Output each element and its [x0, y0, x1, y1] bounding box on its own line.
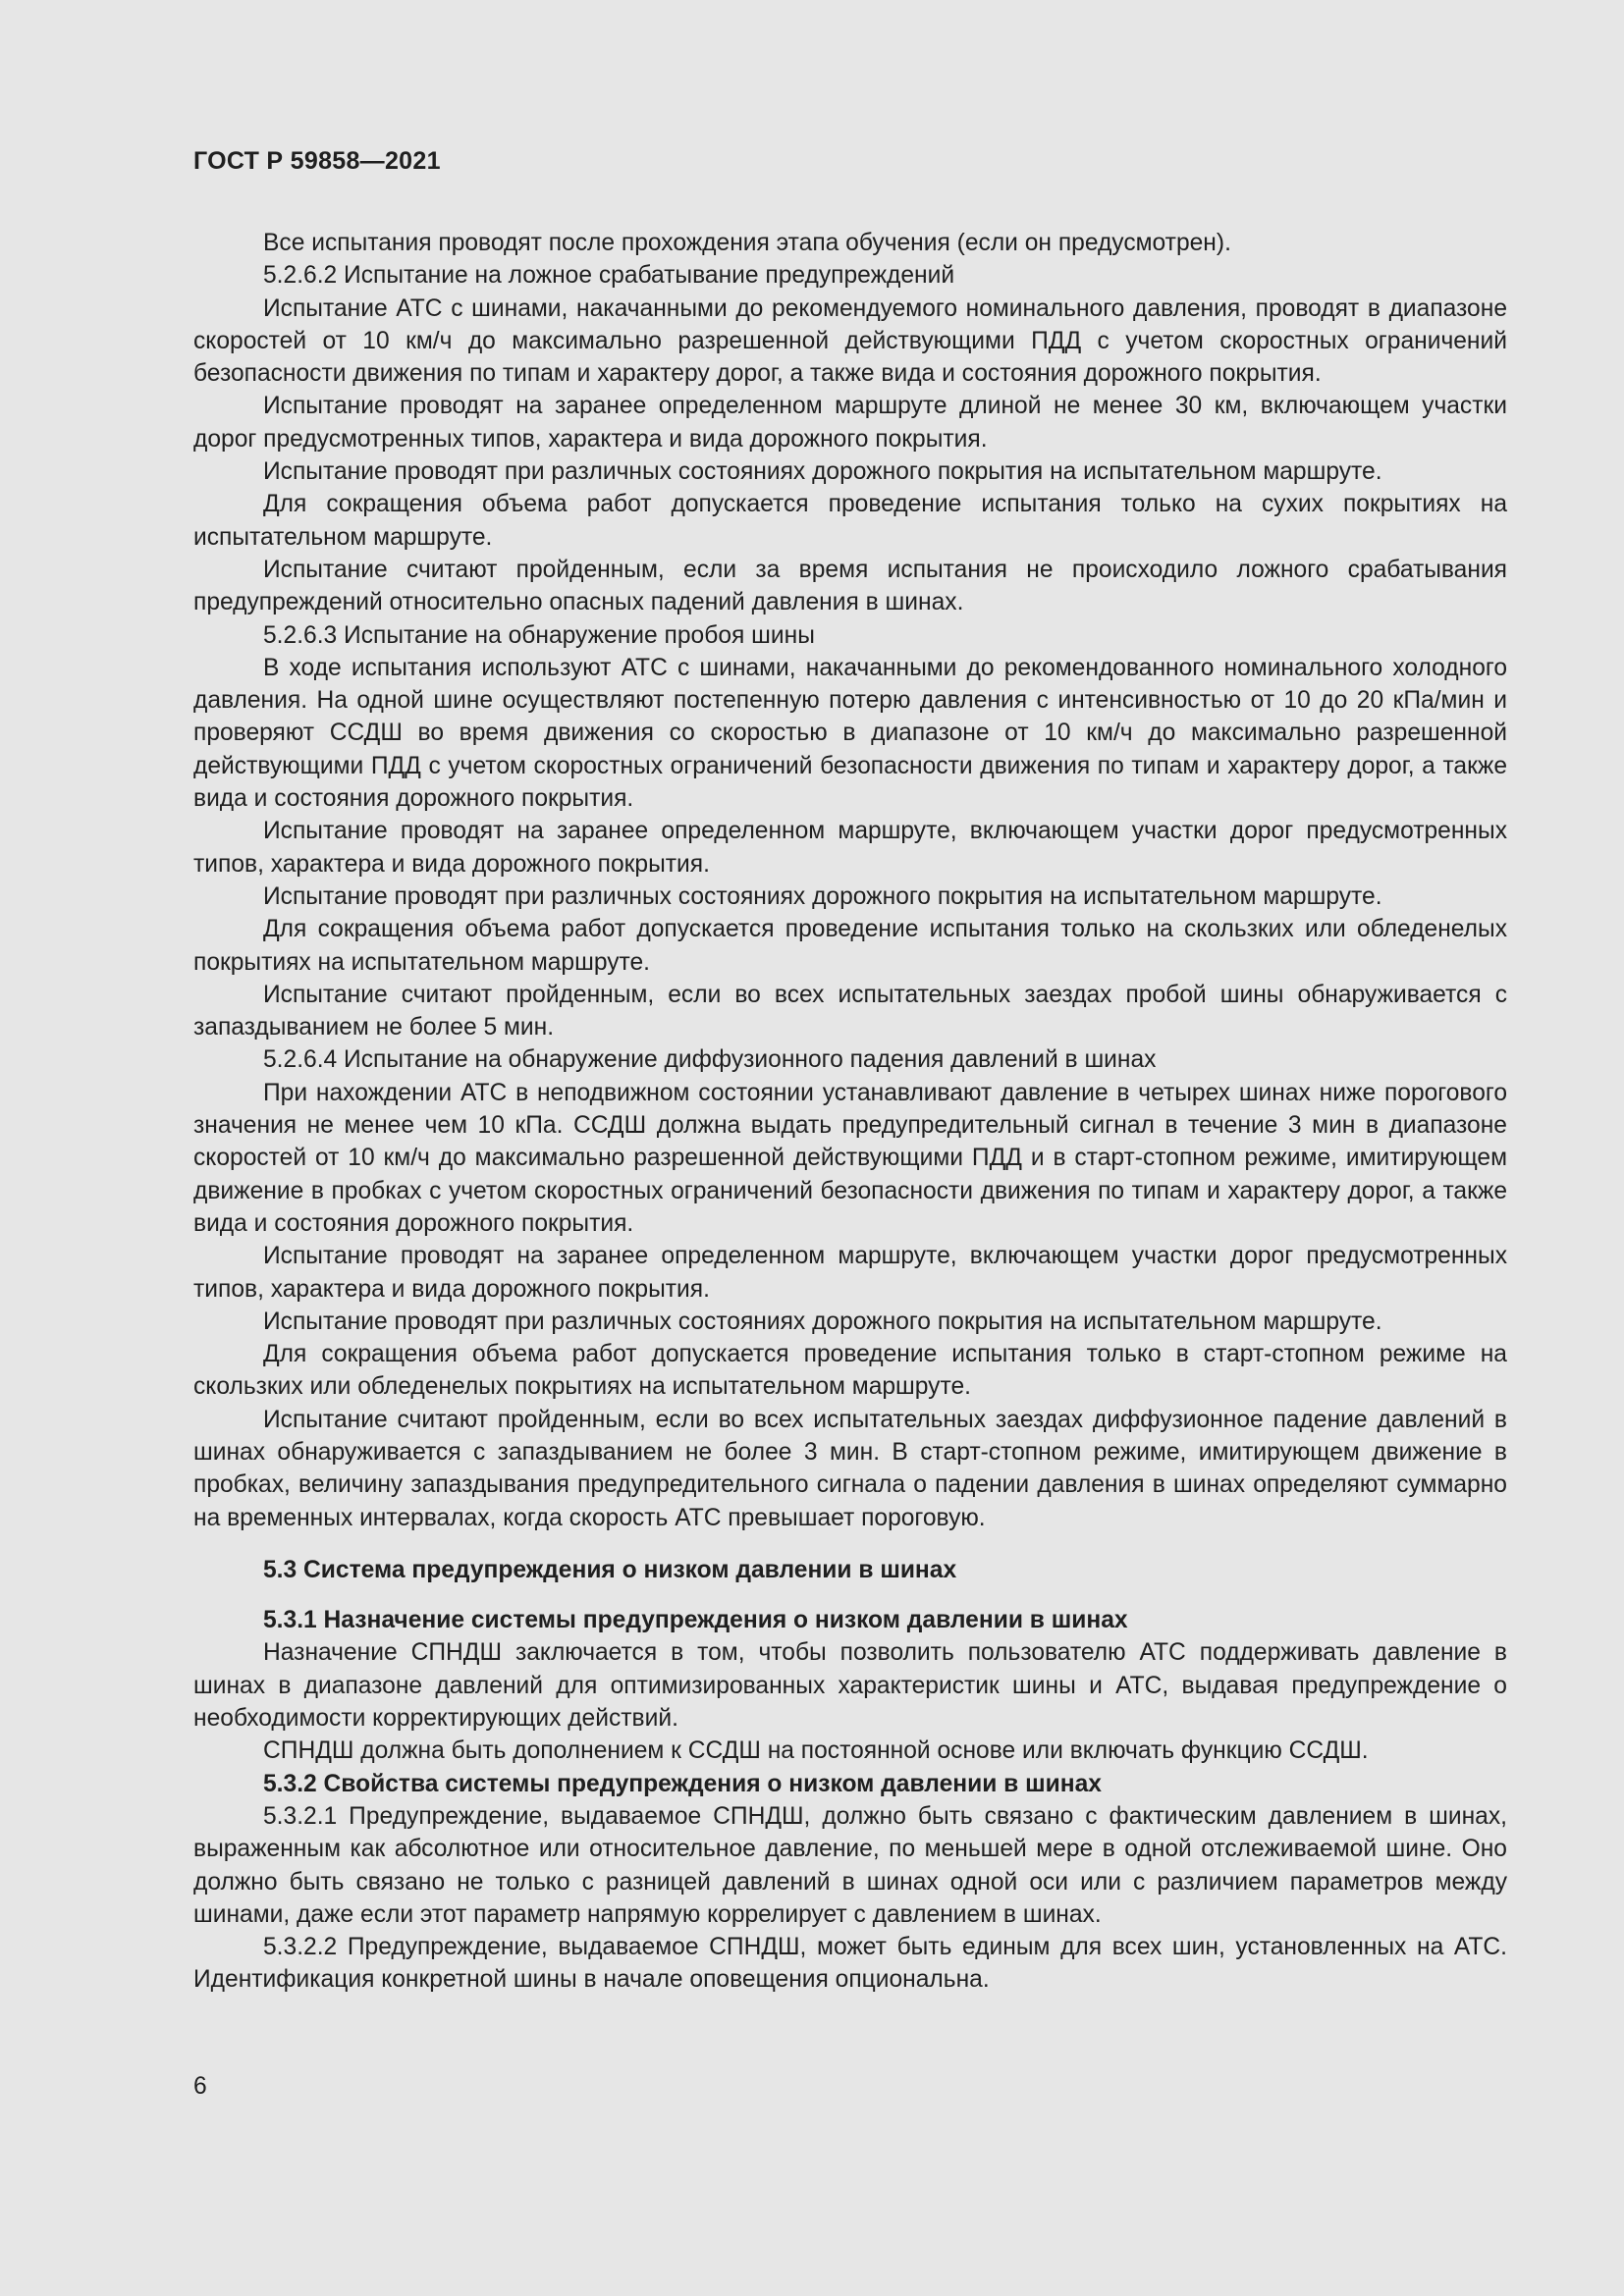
- paragraph: Для сокращения объема работ допускается проведение испытания только на сухих покрытиях на испытательном маршруте.: [193, 491, 1507, 551]
- document-body: [193, 227, 1507, 1997]
- section-heading: 5.3 Система предупреждения о низком давлении в шинах: [263, 1556, 957, 1583]
- paragraph: Испытание проводят при различных состояниях дорожного покрытия на испытательном маршруте.: [263, 882, 1382, 910]
- paragraph: В ходе испытания используют АТС с шинами, накачанными до рекомендованного номинального холодного давления. На одной шине осуществляют постепенную потерю давления с интенсивностью от 10 до 20 кПа/мин и проверяют ССДШ во время движения со скоростью в диапазоне от 10 км/ч до максимально разрешенной действующими ПДД с учетом скоростных ограничений безопасности движения по типам и характеру дорог, а также вида и состояния дорожного покрытия.: [193, 654, 1507, 813]
- subsection-heading: 5.3.1 Назначение системы предупреждения о низком давлении в шинах: [263, 1607, 1128, 1634]
- paragraph: 5.3.2.1 Предупреждение, выдаваемое СПНДШ, должно быть связано с фактическим давлением в шинах, выраженным как абсолютное или относительное давление, по меньшей мере в одной отслеживаемой шине. Оно должно быть связано не только с разницей давлений в шинах одной оси или с различием параметров между шинами, даже если этот параметр напрямую коррелирует с давлением в шинах.: [193, 1802, 1507, 1928]
- paragraph: Испытание проводят на заранее определенном маршруте, включающем участки дорог предусмотренных типов, характера и вида дорожного покрытия.: [193, 818, 1507, 878]
- document-header: ГОСТ Р 59858—2021: [193, 147, 441, 175]
- paragraph: Испытание проводят на заранее определенном маршруте длиной не менее 30 км, включающем участки дорог предусмотренных типов, характера и вида дорожного покрытия.: [193, 393, 1507, 453]
- paragraph: 5.3.2.2 Предупреждение, выдаваемое СПНДШ, может быть единым для всех шин, установленных на АТС. Идентификация конкретной шины в начале оповещения опциональна.: [193, 1934, 1507, 1994]
- subsection-title: 5.2.6.3 Испытание на обнаружение пробоя шины: [263, 621, 815, 649]
- paragraph: Все испытания проводят после прохождения этапа обучения (если он предусмотрен).: [263, 230, 1231, 256]
- page-number: 6: [193, 2073, 207, 2100]
- subsection-title: 5.2.6.4 Испытание на обнаружение диффузионного падения давлений в шинах: [263, 1046, 1157, 1074]
- paragraph: Испытание считают пройденным, если во всех испытательных заездах пробой шины обнаруживается с запаздыванием не более 5 мин.: [193, 981, 1507, 1041]
- subsection-heading: 5.3.2 Свойства системы предупреждения о низком давлении в шинах: [263, 1770, 1102, 1797]
- subsection-title: 5.2.6.2 Испытание на ложное срабатывание предупреждений: [263, 262, 955, 290]
- paragraph: Испытание считают пройденным, если во всех испытательных заездах диффузионное падение давлений в шинах обнаруживается с запаздыванием не более 3 мин. В старт-стопном режиме, имитирующем движение в пробках, величину запаздывания предупредительного сигнала о падении давления в шинах определяют суммарно на временных интервалах, когда скорость АТС превышает пороговую.: [193, 1406, 1507, 1531]
- paragraph: СПНДШ должна быть дополнением к ССДШ на постоянной основе или включать функцию ССДШ.: [263, 1737, 1369, 1765]
- paragraph: При нахождении АТС в неподвижном состоянии устанавливают давление в четырех шинах ниже порогового значения не менее чем 10 кПа. ССДШ должна выдать предупредительный сигнал в течение 3 мин в диапазоне скоростей от 10 км/ч до максимально разрешенной действующими ПДД и в старт-стопном режиме, имитирующем движение в пробках с учетом скоростных ограничений безопасности движения по типам и характеру дорог, а также вида и состояния дорожного покрытия.: [193, 1079, 1507, 1237]
- paragraph: Испытание АТС с шинами, накачанными до рекомендуемого номинального давления, проводят в диапазоне скоростей от 10 км/ч до максимально разрешенной действующими ПДД с учетом скоростных ограничений безопасности движения по типам и характеру дорог, а также вида и состояния дорожного покрытия.: [193, 294, 1507, 388]
- paragraph: Испытание считают пройденным, если за время испытания не происходило ложного срабатывания предупреждений относительно опасных падений давления в шинах.: [193, 556, 1507, 616]
- paragraph: Испытание проводят на заранее определенном маршруте, включающем участки дорог предусмотренных типов, характера и вида дорожного покрытия.: [193, 1243, 1507, 1303]
- paragraph: Для сокращения объема работ допускается проведение испытания только в старт-стопном режиме на скользких или обледенелых покрытиях на испытательном маршруте.: [193, 1341, 1507, 1401]
- paragraph: Для сокращения объема работ допускается проведение испытания только на скользких или обледенелых покрытиях на испытательном маршруте.: [193, 916, 1507, 976]
- paragraph: Испытание проводят при различных состояниях дорожного покрытия на испытательном маршруте.: [263, 1308, 1382, 1335]
- paragraph: Назначение СПНДШ заключается в том, чтобы позволить пользователю АТС поддерживать давление в шинах в диапазоне давлений для оптимизированных характеристик шины и АТС, выдавая предупреждение о необходимости корректирующих действий.: [193, 1639, 1507, 1733]
- paragraph: Испытание проводят при различных состояниях дорожного покрытия на испытательном маршруте.: [263, 458, 1382, 486]
